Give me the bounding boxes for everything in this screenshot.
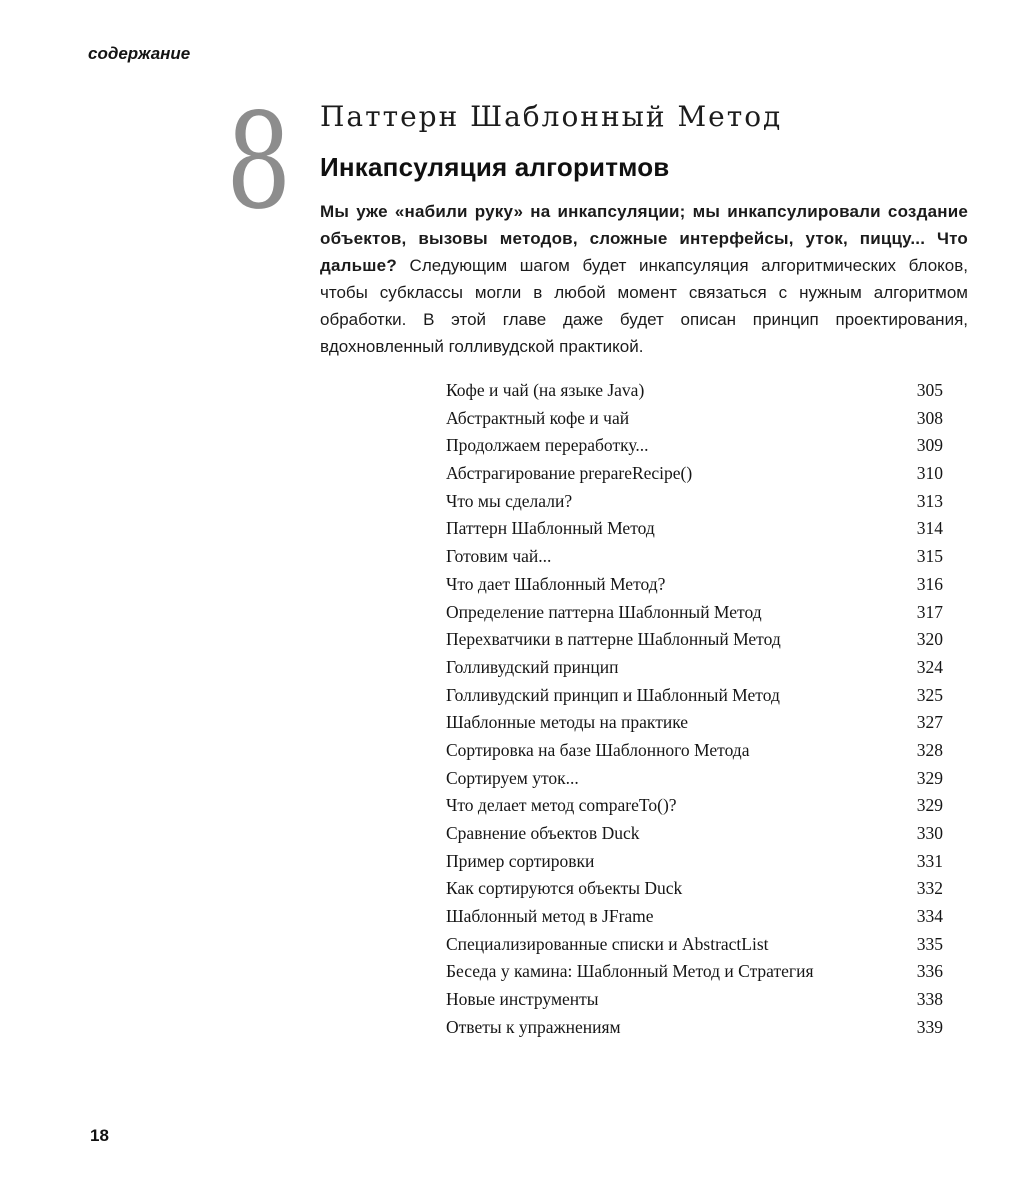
toc-entry xyxy=(446,602,943,630)
toc-entry-title: Голливудский принцип и Шаблонный Метод xyxy=(446,684,780,705)
toc-entry xyxy=(446,851,943,879)
chapter-intro-rest: Следующим шагом будет инкапсуляция алгоритмических блоков, чтобы субклассы могли в любой момент связаться с нужным алгоритмом обработки. В этой главе даже будет описан принцип проектирования, вдохновленный голливудской практикой. xyxy=(320,256,968,356)
toc-entry-page: 314 xyxy=(916,518,943,539)
chapter-intro xyxy=(320,198,968,360)
toc-entry-page: 313 xyxy=(916,490,943,511)
toc-entry-page: 317 xyxy=(916,601,943,622)
toc-entry-title: Кофе и чай (на языке Java) xyxy=(446,380,645,400)
toc-entry-title: Сортировка на базе Шаблонного Метода xyxy=(446,739,750,760)
toc-entry-title: Абстрагирование prepareRecipe() xyxy=(446,463,693,484)
chapter-title: Инкапсуляция алгоритмов xyxy=(320,152,670,182)
toc-entry xyxy=(446,518,943,546)
toc-entry-page: 335 xyxy=(916,933,943,954)
toc-entry xyxy=(446,712,943,740)
toc-entry-title: Что делает метод compareTo()? xyxy=(446,795,677,816)
toc-entry xyxy=(446,685,943,713)
toc-entry-title: Паттерн Шаблонный Метод xyxy=(446,518,655,539)
toc-entry xyxy=(446,408,943,436)
pattern-name-heading: Паттерн Шаблонный Метод xyxy=(320,100,783,133)
toc-entry-title: Шаблонные методы на практике xyxy=(446,712,689,733)
toc-entry-title: Что мы сделали? xyxy=(446,490,573,511)
toc-entry-page: 316 xyxy=(916,573,943,594)
toc-entry-page: 330 xyxy=(916,823,943,843)
toc-entry-page: 331 xyxy=(916,850,943,871)
toc-entry-title: Беседа у камина: Шаблонный Метод и Стратегия xyxy=(446,961,814,982)
running-header: содержание xyxy=(88,44,191,63)
toc-entry-page: 305 xyxy=(916,380,943,400)
toc-entry-title: Сортируем уток... xyxy=(446,767,579,788)
toc-entry xyxy=(446,435,943,463)
toc-entry-title: Продолжаем переработку... xyxy=(446,435,649,456)
toc-entry xyxy=(446,574,943,602)
toc-entry-page: 309 xyxy=(916,435,943,456)
toc-entry-title: Готовим чай... xyxy=(446,546,552,567)
toc-entry-title: Как сортируются объекты Duck xyxy=(446,878,683,899)
toc-entry-title: Что дает Шаблонный Метод? xyxy=(446,573,666,594)
toc-entry xyxy=(446,546,943,574)
toc-entry xyxy=(446,823,943,851)
page-number: 18 xyxy=(90,1126,109,1145)
toc-entry-page: 308 xyxy=(916,407,943,428)
toc-entry-page: 339 xyxy=(916,1016,943,1037)
toc-entry-page: 334 xyxy=(916,906,943,927)
toc-entry-title: Новые инструменты xyxy=(446,989,599,1010)
toc-entry-page: 329 xyxy=(916,795,943,816)
toc-entry-page: 329 xyxy=(916,767,943,788)
toc-entry-page: 336 xyxy=(916,961,943,982)
toc-entry-title: Специализированные списки и AbstractList xyxy=(446,933,769,954)
toc-entry-title: Сравнение объектов Duck xyxy=(446,823,640,843)
toc-entry-page: 338 xyxy=(916,989,943,1010)
toc-entry-page: 320 xyxy=(916,629,943,650)
toc-entry-title: Определение паттерна Шаблонный Метод xyxy=(446,601,762,622)
toc-entry xyxy=(446,878,943,906)
toc-entry xyxy=(446,961,943,989)
toc-entry-title: Абстрактный кофе и чай xyxy=(446,407,630,428)
toc-entry-title: Шаблонный метод в JFrame xyxy=(446,906,654,927)
toc-entry-page: 325 xyxy=(916,684,943,705)
toc-entry xyxy=(446,989,943,1017)
toc-entry xyxy=(446,795,943,823)
toc-entry xyxy=(446,1017,943,1045)
toc-entry-page: 332 xyxy=(916,878,943,899)
toc-list xyxy=(446,380,943,1045)
toc-entry-page: 324 xyxy=(916,656,943,677)
toc-entry-page: 328 xyxy=(916,739,943,760)
toc-entry xyxy=(446,657,943,685)
toc-entry xyxy=(446,740,943,768)
toc-entry-title: Перехватчики в паттерне Шаблонный Метод xyxy=(446,629,781,650)
toc-entry-title: Ответы к упражнениям xyxy=(446,1016,621,1037)
chapter-intro-lead: Мы уже «набили руку» на инкапсуляции; мы инкапсулировали создание объектов, вызовы методов, сложные интерфейсы, уток, пиццу... Что дальше? xyxy=(320,202,968,275)
toc-entry-page: 327 xyxy=(916,712,943,733)
toc-entry-page: 310 xyxy=(916,463,943,484)
toc-entry-page: 315 xyxy=(916,546,943,567)
toc-entry xyxy=(446,768,943,796)
toc-entry xyxy=(446,906,943,934)
toc-entry xyxy=(446,463,943,491)
toc-entry xyxy=(446,629,943,657)
toc-entry xyxy=(446,491,943,519)
toc-entry xyxy=(446,934,943,962)
toc-entry-title: Пример сортировки xyxy=(446,850,595,871)
toc-entry xyxy=(446,380,943,408)
chapter-number: 8 xyxy=(226,85,292,239)
toc-entry-title: Голливудский принцип xyxy=(446,656,619,677)
